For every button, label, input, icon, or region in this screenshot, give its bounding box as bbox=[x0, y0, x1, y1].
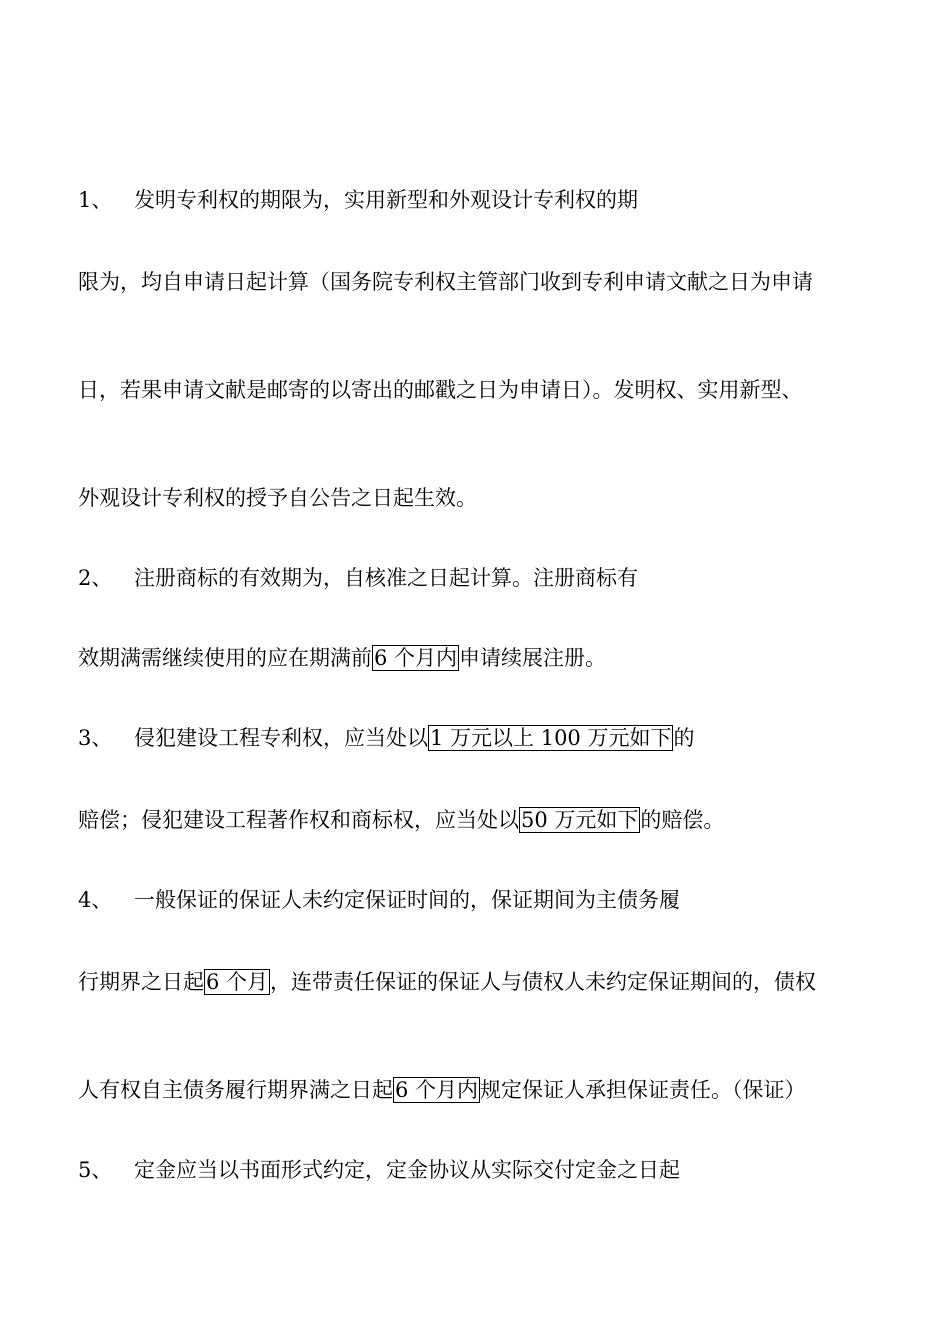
item-text: 人有权自主债务履行期界满之日起 bbox=[78, 1078, 393, 1102]
item-number: 2、 bbox=[78, 566, 113, 590]
item-text: 定金应当以书面形式约定，定金协议从实际交付定金之日起 bbox=[134, 1158, 680, 1182]
boxed-answer: 6 个月内 bbox=[395, 1078, 479, 1102]
item-text: 规定保证人承担保证责任。（保证） bbox=[480, 1078, 806, 1102]
item-text: 注册商标的有效期为，自核准之日起计算。注册商标有 bbox=[134, 566, 638, 590]
item-2-line-1 bbox=[78, 564, 638, 592]
item-3-line-1 bbox=[78, 724, 694, 752]
item-1-line-1 bbox=[78, 186, 638, 214]
item-number: 1、 bbox=[78, 188, 113, 212]
item-2-line-2 bbox=[78, 644, 606, 672]
item-text: 赔偿；侵犯建设工程著作权和商标权，应当处以 bbox=[78, 808, 519, 832]
item-text: 限为，均自申请日起计算（国务院专利权主管部门收到专利申请文献之日为申请 bbox=[78, 270, 813, 294]
item-text: 侵犯建设工程专利权，应当处以 bbox=[134, 726, 428, 750]
item-number: 5、 bbox=[78, 1158, 113, 1182]
boxed-answer: 6 个月内 bbox=[374, 646, 458, 670]
item-text: 一般保证的保证人未约定保证时间的，保证期间为主债务履 bbox=[134, 888, 680, 912]
item-text: 日，若果申请文献是邮寄的以寄出的邮戳之日为申请日）。发明权、实用新型、 bbox=[78, 378, 803, 402]
item-3-line-2 bbox=[78, 806, 724, 834]
item-text: 的 bbox=[673, 726, 695, 750]
item-text: ，连带责任保证的保证人与债权人未约定保证期间的，债权 bbox=[270, 970, 817, 994]
item-text: 行期界之日起 bbox=[78, 970, 204, 994]
item-1-line-4 bbox=[78, 484, 477, 512]
item-number: 3、 bbox=[78, 726, 113, 750]
item-4-line-2 bbox=[78, 968, 816, 996]
boxed-answer: 1 万元以上 100 万元如下 bbox=[430, 726, 672, 750]
item-text: 外观设计专利权的授予自公告之日起生效。 bbox=[78, 486, 477, 510]
item-text: 效期满需继续使用的应在期满前 bbox=[78, 646, 372, 670]
item-text: 的赔偿。 bbox=[640, 808, 725, 832]
item-4-line-3 bbox=[78, 1076, 806, 1104]
item-1-line-2 bbox=[78, 268, 813, 296]
boxed-answer: 50 万元如下 bbox=[521, 808, 639, 832]
item-4-line-1 bbox=[78, 886, 680, 914]
item-5-line-1 bbox=[78, 1156, 680, 1184]
item-1-line-3 bbox=[78, 376, 803, 404]
boxed-answer: 6 个月 bbox=[206, 970, 269, 994]
item-text: 发明专利权的期限为，实用新型和外观设计专利权的期 bbox=[134, 188, 638, 212]
item-text: 申请续展注册。 bbox=[459, 646, 607, 670]
item-number: 4、 bbox=[78, 888, 113, 912]
